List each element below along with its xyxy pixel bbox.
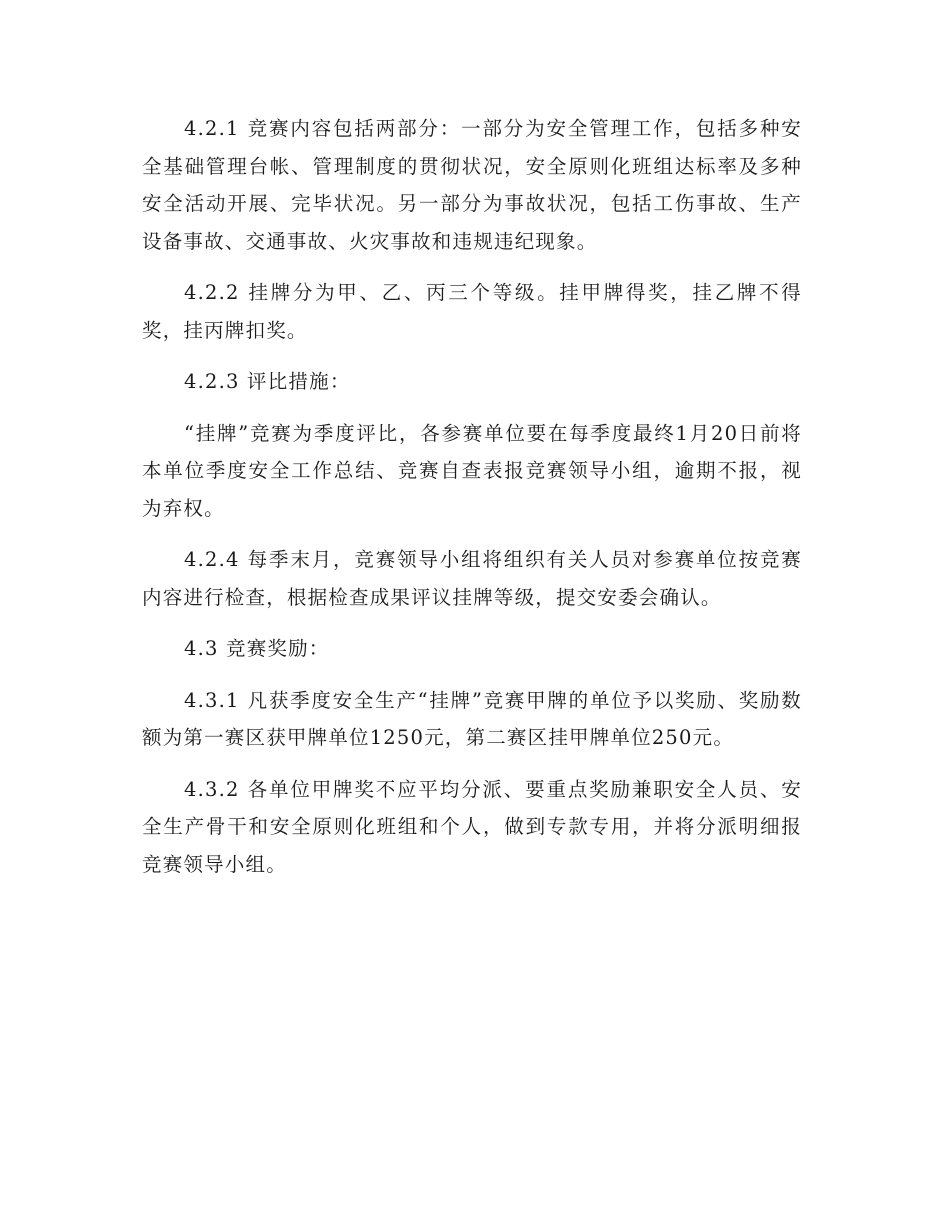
paragraph-4-3-2: 4.3.2 各单位甲牌奖不应平均分派、要重点奖励兼职安全人员、安全生产骨干和安全原则化班组和个人，做到专款专用，并将分派明细报竞赛领导小组。	[142, 777, 802, 876]
paragraph-4-2-2: 4.2.2 挂牌分为甲、乙、丙三个等级。挂甲牌得奖，挂乙牌不得奖，挂丙牌扣奖。	[142, 281, 802, 342]
paragraph-4-2-4: 4.2.4 每季末月，竞赛领导小组将组织有关人员对参赛单位按竞赛内容进行检查，根据检查成果评议挂牌等级，提交安委会确认。	[142, 548, 802, 609]
document-body	[142, 110, 802, 897]
paragraph-4-3-1: 4.3.1 凡获季度安全生产“挂牌”竞赛甲牌的单位予以奖励、奖励数额为第一赛区获甲牌单位1250元，第二赛区挂甲牌单位250元。	[142, 688, 802, 749]
paragraph-4-2-1: 4.2.1 竞赛内容包括两部分：一部分为安全管理工作，包括多种安全基础管理台帐、管理制度的贯彻状况，安全原则化班组达标率及多种安全活动开展、完毕状况。另一部分为事故状况，包括工伤事故、生产设备事故、交通事故、火灾事故和违规违纪现象。	[142, 117, 802, 253]
paragraph-evaluation-details: “挂牌”竞赛为季度评比，各参赛单位要在每季度最终1月20日前将本单位季度安全工作总结、竞赛自查表报竞赛领导小组，逾期不报，视为弃权。	[142, 421, 802, 520]
paragraph-4-2-3-heading: 4.2.3 评比措施：	[184, 370, 351, 393]
paragraph-4-3-heading: 4.3 竞赛奖励：	[184, 637, 330, 660]
